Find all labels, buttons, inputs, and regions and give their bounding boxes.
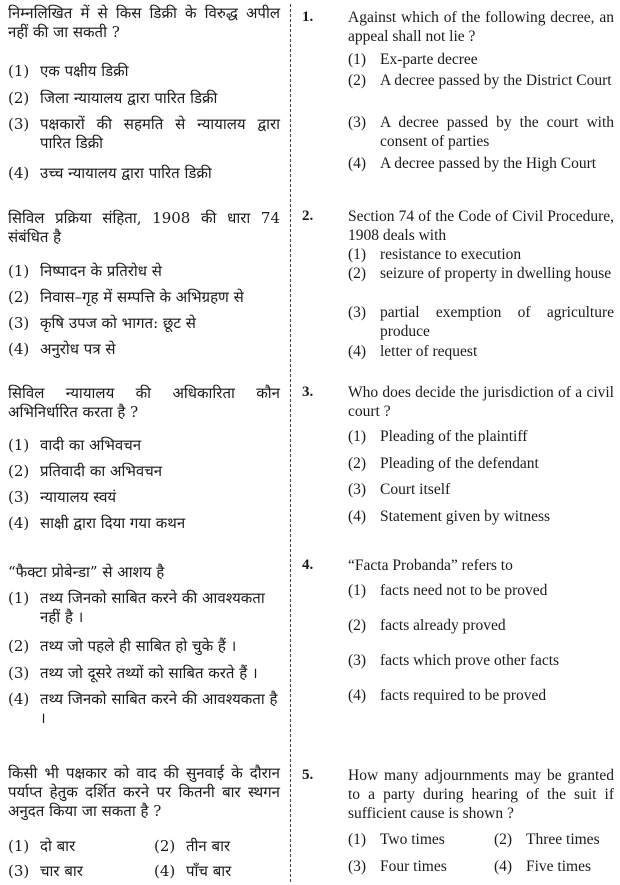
question-stem: How many adjournments may be granted to a party during hearing of the suit if sufficient cause is shown ?	[348, 767, 614, 822]
question-stem: किसी भी पक्षकार को वाद की सुनवाई के दौरान पर्याप्त हेतुक दर्शित करने पर कितनी बार स्थगन अनुदत किया जा सकता है ?	[8, 764, 280, 820]
question-stem: Section 74 of the Code of Civil Procedure, 1908 deals with	[348, 208, 614, 244]
question-number: 4.	[302, 557, 314, 573]
option-number: (1)	[8, 436, 30, 454]
option-text: Five times	[526, 858, 592, 875]
option-number: (3)	[348, 114, 367, 131]
option-text: अनुरोध पत्र से	[40, 340, 116, 358]
question-stem: सिविल प्रक्रिया संहिता, 1908 की धारा 74 संबंधित है	[8, 209, 280, 246]
question-stem: निम्नलिखित में से किस डिक्री के विरुद्ध अपील नहीं की जा सकती ?	[8, 4, 280, 41]
option-number: (2)	[8, 462, 30, 480]
option-number: (4)	[154, 862, 176, 880]
option-number: (1)	[8, 837, 30, 855]
option-number: (1)	[348, 246, 367, 263]
option-number: (3)	[8, 115, 30, 133]
option-text: resistance to execution	[380, 246, 522, 263]
option-number: (4)	[8, 690, 30, 708]
option-text: तथ्य जिनको साबित करने की आवश्यकता है ।	[40, 690, 278, 727]
option-text: partial exemption of agriculture produce	[380, 304, 614, 340]
option-text: तथ्य जिनको साबित करने की आवश्यकता नहीं है ।	[40, 589, 265, 626]
option-number: (4)	[348, 343, 367, 360]
option-number: (2)	[154, 837, 176, 855]
option-number: (4)	[348, 155, 367, 172]
option-text: न्यायालय स्वयं	[40, 488, 117, 506]
option-number: (2)	[348, 455, 367, 472]
option-text: साक्षी द्वारा दिया गया कथन	[40, 514, 186, 532]
option-number: (4)	[8, 164, 30, 182]
option-text: seizure of property in dwelling house	[380, 265, 612, 282]
option-text: तथ्य जो दूसरे तथ्यों को साबित करते हैं ।	[40, 664, 258, 682]
option-number: (1)	[348, 51, 367, 68]
option-text: पक्षकारों की सहमति से न्यायालय द्वारा पारित डिक्री	[40, 115, 280, 152]
option-text: तथ्य जो पहले ही साबित हो चुके हैं ।	[40, 637, 237, 655]
option-text: facts required to be proved	[380, 687, 547, 704]
option-text: Court itself	[380, 481, 451, 498]
option-number: (3)	[8, 314, 30, 332]
option-number: (3)	[348, 481, 367, 498]
option-text: कृषि उपज को भागत: छूट से	[40, 314, 196, 332]
option-number: (4)	[8, 340, 30, 358]
option-text: facts need not to be proved	[380, 582, 548, 599]
question-stem: “फैक्टा प्रोबेन्डा” से आशय है	[8, 563, 165, 581]
option-number: (3)	[8, 488, 30, 506]
option-text: निष्पादन के प्रतिरोध से	[40, 262, 162, 280]
option-number: (2)	[494, 831, 513, 848]
option-text: A decree passed by the High Court	[380, 155, 597, 172]
option-text: facts which prove other facts	[380, 652, 560, 669]
option-text: जिला न्यायालय द्वारा पारित डिक्री	[40, 89, 218, 107]
option-text: letter of request	[380, 343, 478, 360]
option-number: (3)	[8, 664, 30, 682]
option-number: (4)	[348, 687, 367, 704]
option-text: Ex-parte decree	[380, 51, 478, 68]
question-number: 1.	[302, 9, 314, 25]
option-number: (1)	[8, 62, 30, 80]
question-number: 2.	[302, 208, 314, 224]
option-number: (1)	[8, 589, 30, 607]
option-text: facts already proved	[380, 617, 506, 634]
question-stem: Who does decide the jurisdiction of a civil court ?	[348, 384, 614, 420]
option-text: निवास–गृह में सम्पत्ति के अभिग्रहण से	[40, 288, 244, 306]
option-text: A decree passed by the court with consent of parties	[380, 114, 614, 150]
option-text: Two times	[380, 831, 445, 848]
option-text: तीन बार	[186, 837, 231, 855]
option-text: Four times	[380, 858, 447, 875]
option-number: (2)	[348, 617, 367, 634]
option-text: दो बार	[40, 837, 76, 855]
question-number: 3.	[302, 384, 314, 400]
option-number: (1)	[8, 262, 30, 280]
column-divider	[290, 4, 291, 882]
option-number: (3)	[348, 652, 367, 669]
question-stem: “Facta Probanda” refers to	[348, 557, 513, 574]
option-number: (2)	[8, 89, 30, 107]
option-number: (1)	[348, 428, 367, 445]
option-number: (3)	[8, 862, 30, 880]
option-number: (4)	[348, 508, 367, 525]
option-text: उच्च न्यायालय द्वारा पारित डिक्री	[40, 164, 212, 182]
option-number: (2)	[348, 265, 367, 282]
question-number: 5.	[302, 767, 314, 783]
question-stem: सिविल न्यायालय की अधिकारिता कौन अभिनिर्धारित करता है ?	[8, 384, 280, 421]
option-number: (4)	[494, 858, 513, 875]
option-number: (1)	[348, 831, 367, 848]
option-text: पाँच बार	[186, 862, 232, 880]
option-text: Pleading of the plaintiff	[380, 428, 528, 445]
option-text: Pleading of the defendant	[380, 455, 539, 472]
option-text: Three times	[526, 831, 600, 848]
option-number: (1)	[348, 582, 367, 599]
option-text: एक पक्षीय डिक्री	[40, 62, 129, 80]
option-number: (2)	[8, 288, 30, 306]
option-number: (4)	[8, 514, 30, 532]
option-number: (2)	[8, 637, 30, 655]
option-text: Statement given by witness	[380, 508, 551, 525]
option-text: प्रतिवादी का अभिवचन	[40, 462, 163, 480]
option-text: चार बार	[40, 862, 83, 880]
option-number: (3)	[348, 304, 367, 321]
option-number: (2)	[348, 72, 367, 89]
question-stem: Against which of the following decree, an appeal shall not lie ?	[348, 9, 614, 45]
option-text: वादी का अभिवचन	[40, 436, 142, 454]
option-text: A decree passed by the District Court	[380, 72, 612, 89]
option-number: (3)	[348, 858, 367, 875]
